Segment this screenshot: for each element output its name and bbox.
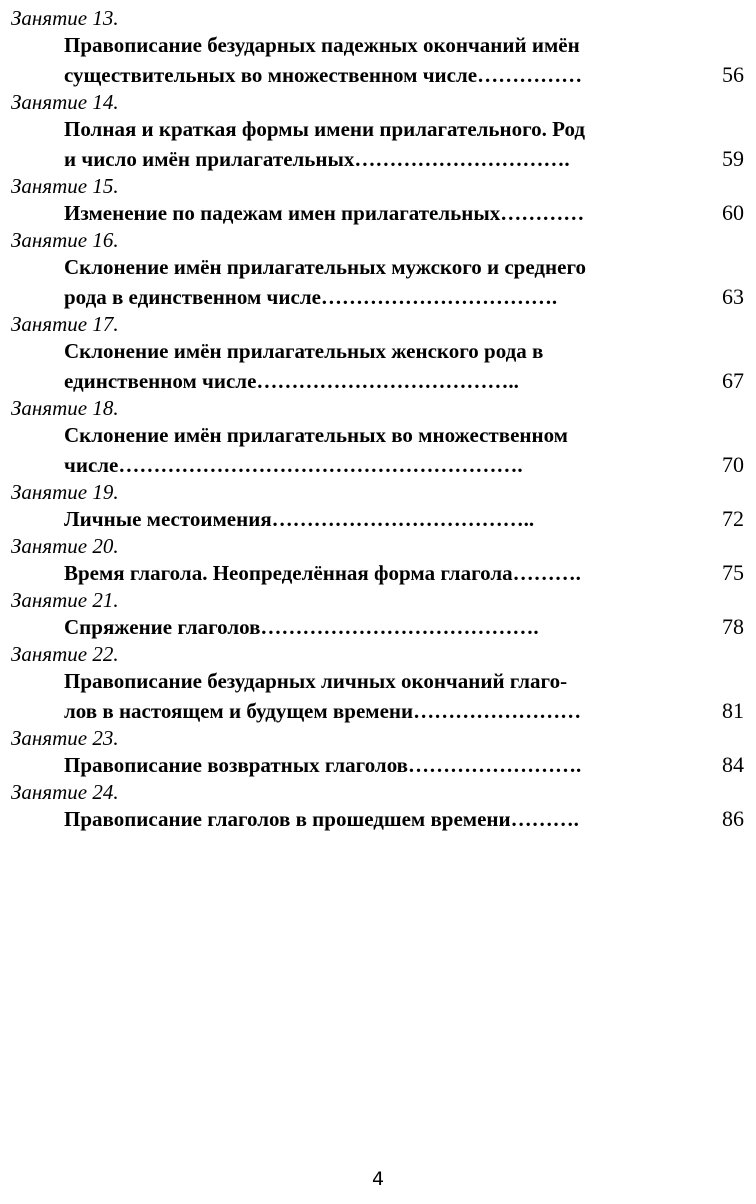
toc-entry (0, 6, 756, 90)
toc-title-line: существительных во множественном числе…………… (64, 63, 583, 87)
lesson-label: Занятие 16. (11, 228, 119, 252)
page-number: 4 (371, 1168, 385, 1190)
toc-row (0, 336, 756, 396)
toc-page-number: 67 (722, 368, 744, 393)
toc-entry (0, 228, 756, 312)
toc-entry (0, 726, 756, 780)
toc-title-line: Правописание безударных падежных окончаний имён (64, 33, 580, 57)
toc-title-line: единственном числе……………………………….. (64, 369, 519, 393)
toc-entry (0, 588, 756, 642)
toc-row (0, 504, 756, 534)
toc-entry (0, 480, 756, 534)
toc-row (0, 198, 756, 228)
toc-title-line: рода в единственном числе……………………………. (64, 285, 558, 309)
toc-entry (0, 90, 756, 174)
toc-page-number: 86 (722, 806, 744, 831)
toc-title-line: и число имён прилагательных…………………………. (64, 147, 570, 171)
toc-title-line: числе…………………………………………………. (64, 453, 523, 477)
toc-row (0, 666, 756, 726)
toc-row (0, 252, 756, 312)
toc-entry (0, 534, 756, 588)
toc-title-line: Правописание безударных личных окончаний глаго- (64, 669, 568, 693)
toc-page-number: 59 (722, 146, 744, 171)
toc-entry (0, 780, 756, 834)
toc-title-line: Склонение имён прилагательных во множественном (64, 423, 568, 447)
toc-page-number: 60 (722, 200, 744, 225)
lesson-label: Занятие 21. (11, 588, 119, 612)
lesson-label: Занятие 24. (11, 780, 119, 804)
toc-page-number: 81 (722, 698, 744, 723)
toc-page-number: 78 (722, 614, 744, 639)
toc-title-line: Правописание глаголов в прошедшем времени………. (64, 807, 579, 831)
lesson-label: Занятие 19. (11, 480, 119, 504)
toc-row (0, 804, 756, 834)
lesson-label: Занятие 23. (11, 726, 119, 750)
toc-title-line: лов в настоящем и будущем времени…………………… (64, 699, 582, 723)
lesson-label: Занятие 22. (11, 642, 119, 666)
lesson-label: Занятие 13. (11, 6, 119, 30)
toc-page-number: 75 (722, 560, 744, 585)
toc-title-line: Спряжение глаголов…………………………………. (64, 615, 539, 639)
toc-title-line: Склонение имён прилагательных мужского и среднего (64, 255, 586, 279)
toc-title-line: Правописание возвратных глаголов……………………. (64, 753, 582, 777)
toc-row (0, 612, 756, 642)
toc-page-number: 63 (722, 284, 744, 309)
toc-row (0, 114, 756, 174)
lesson-label: Занятие 20. (11, 534, 119, 558)
table-of-contents (0, 6, 756, 834)
toc-row (0, 420, 756, 480)
toc-entry (0, 174, 756, 228)
toc-page-number: 56 (722, 62, 744, 87)
toc-title-line: Изменение по падежам имен прилагательных………… (64, 201, 585, 225)
toc-row (0, 30, 756, 90)
toc-page-number: 84 (722, 752, 744, 777)
toc-row (0, 558, 756, 588)
toc-title-line: Время глагола. Неопределённая форма глагола………. (64, 561, 581, 585)
lesson-label: Занятие 18. (11, 396, 119, 420)
lesson-label: Занятие 17. (11, 312, 119, 336)
toc-entry (0, 642, 756, 726)
toc-title-line: Личные местоимения……………………………….. (64, 507, 535, 531)
lesson-label: Занятие 15. (11, 174, 119, 198)
toc-title-line: Полная и краткая формы имени прилагательного. Род (64, 117, 585, 141)
lesson-label: Занятие 14. (11, 90, 119, 114)
toc-entry (0, 396, 756, 480)
toc-page-number: 72 (722, 506, 744, 531)
toc-page-number: 70 (722, 452, 744, 477)
toc-entry (0, 312, 756, 396)
toc-row (0, 750, 756, 780)
toc-title-line: Склонение имён прилагательных женского рода в (64, 339, 544, 363)
